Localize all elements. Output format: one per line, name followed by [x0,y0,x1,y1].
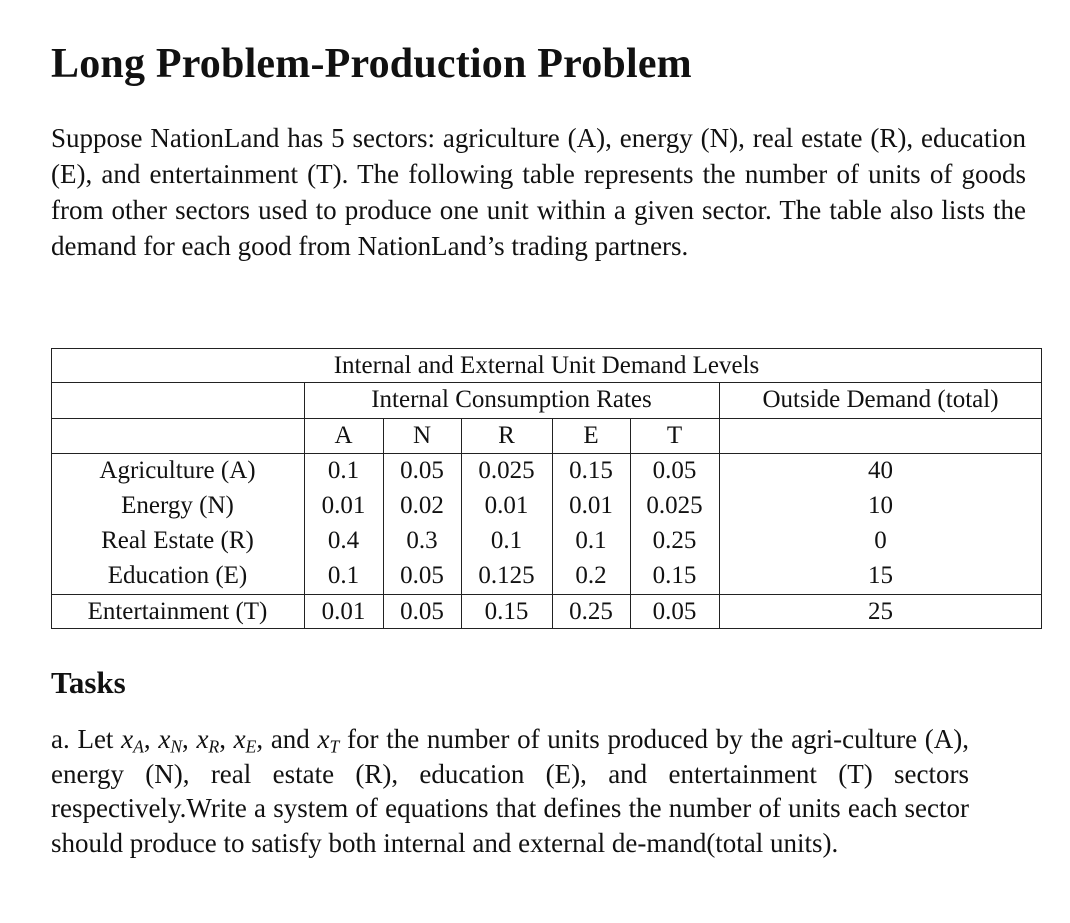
math-var-xa: $x_A$ [121,724,144,757]
demand-cell: 25 [868,598,893,625]
column-header: T [666,422,683,449]
table-cell: 0.01 [321,598,366,625]
column-header: R [498,422,515,449]
demand-cell: 10 [868,492,893,519]
row-label: Education (E) [107,562,248,589]
table-cell: 0.15 [652,562,697,589]
page-title: Long Problem-Production Problem [51,41,692,87]
table-cell: 0.05 [400,598,444,625]
row-label: Real Estate (R) [101,527,254,554]
table-cell: 0.01 [569,492,613,519]
table-cell: 0.05 [652,598,697,625]
math-var-xn: $x_N$ [158,724,183,757]
row-label: Entertainment (T) [87,598,268,625]
column-header: E [583,422,599,449]
math-var-xt: $x_T$ [317,724,340,757]
table-cell: 0.02 [400,492,444,519]
row-label: Energy (N) [121,492,234,519]
table-cell: 0.4 [327,527,360,554]
table-cell: 0.25 [652,527,697,554]
internal-consumption-header: Internal Consumption Rates [371,386,652,413]
table-cell: 0.05 [400,562,444,589]
table-caption: Internal and External Unit Demand Levels [333,352,760,379]
table-cell: 0.01 [484,492,529,519]
table-cell: 0.1 [327,562,360,589]
table-cell: 0.125 [478,562,535,589]
table-cell: 0.05 [652,457,697,484]
row-label: Agriculture (A) [99,457,256,484]
task-a-paragraph: a. Let $x_A$, $x_N$, $x_R$, $x_E$, and $x_T$ for the number of units produced by the agri-culture (A), energy (N), real estate (R), education (E), and entertainment (T) sectors respectively.Write a system of equations that defines the number of units each sector should produce to satisfy both internal and external de-mand(total units). [51,724,970,858]
task-a-text: for the number of units produced by the agri-culture (A), energy (N), real estate (R), education (E), and entertainment (T) sectors respectively.Write a system of equations that defines the number of units each sector should produce to satisfy both internal and external de-mand(total units). [51,724,970,858]
table-cell: 0.2 [575,562,607,589]
intro-paragraph: Suppose NationLand has 5 sectors: agriculture (A), energy (N), real estate (R), education (E), and entertainment (T). The following table represents the number of units of goods from other sectors used to produce one unit within a given sector. The table also lists the demand for each good from NationLand’s trading partners. [51,123,1026,261]
table-cell: 0.15 [484,598,529,625]
table-cell: 0.3 [406,527,438,554]
demand-table [51,348,1042,629]
table-cell: 0.1 [327,457,360,484]
demand-cell: 15 [868,562,893,589]
outside-demand-header: Outside Demand (total) [762,386,999,413]
table-cell: 0.15 [569,457,613,484]
tasks-heading: Tasks [51,665,126,700]
table-cell: 0.01 [321,492,366,519]
math-var-xe: $x_E$ [233,724,257,757]
column-header: N [412,422,432,449]
column-header: A [334,422,353,449]
math-var-xr: $x_R$ [196,724,220,757]
demand-cell: 40 [868,457,893,484]
table-cell: 0.1 [490,527,523,554]
task-a-prefix: a. Let [51,724,114,754]
table-cell: 0.025 [646,492,703,519]
table-cell: 0.025 [478,457,535,484]
demand-cell: 0 [874,527,887,554]
table-cell: 0.05 [400,457,444,484]
table-cell: 0.25 [569,598,613,625]
table-cell: 0.1 [575,527,607,554]
